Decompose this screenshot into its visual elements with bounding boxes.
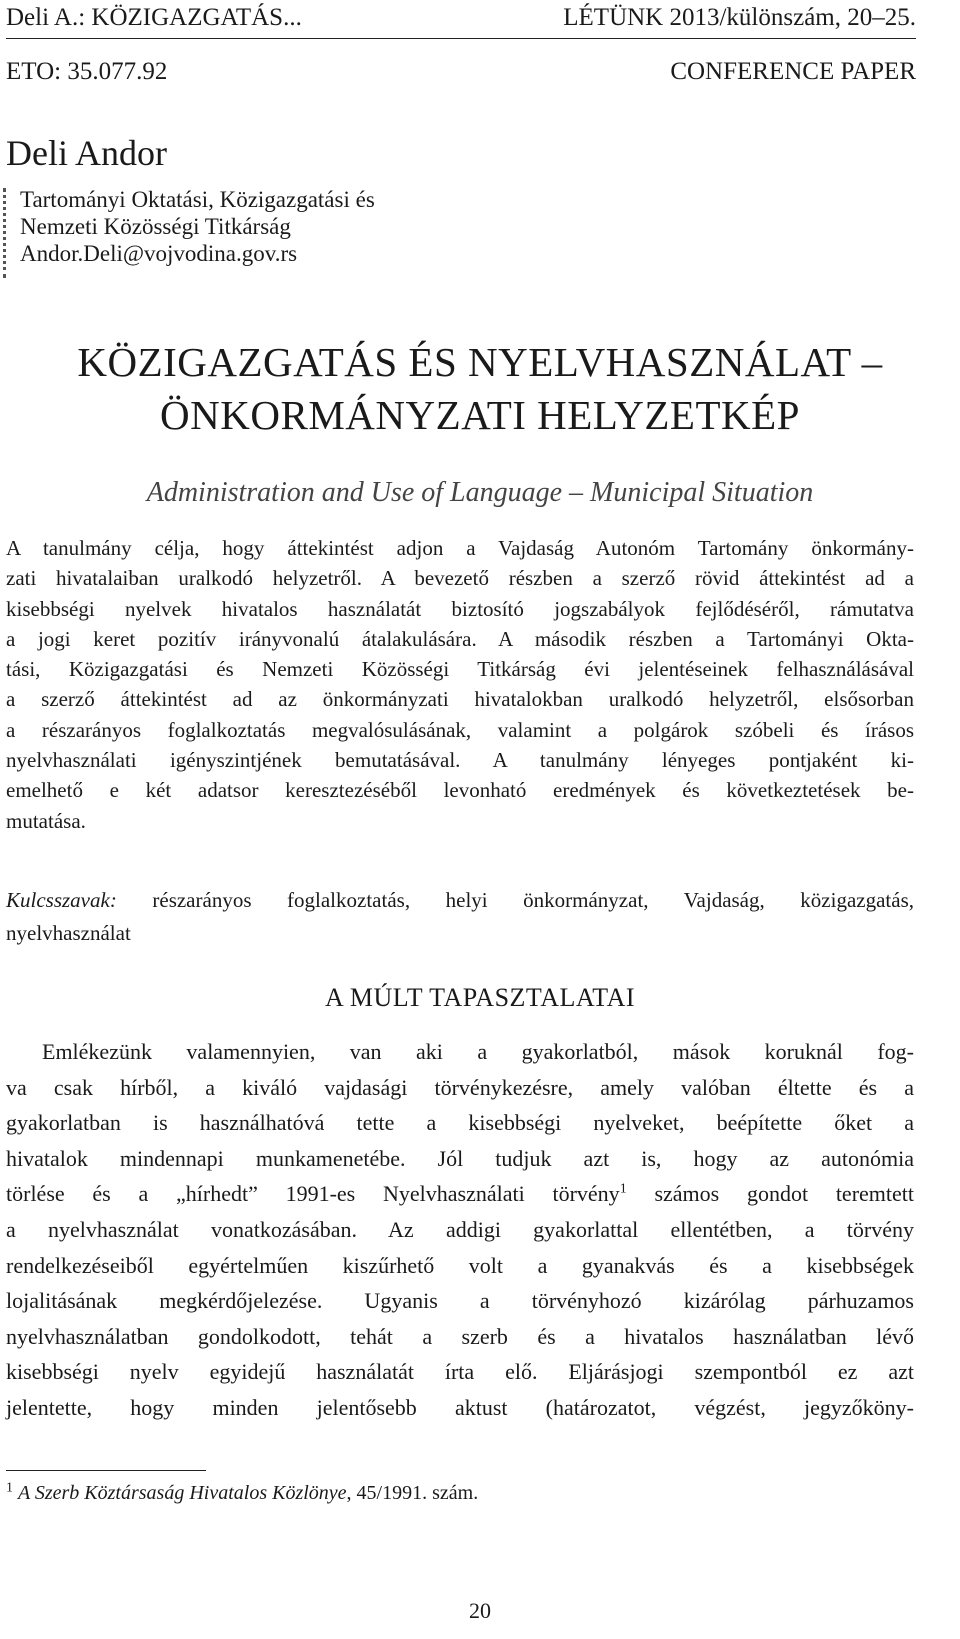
paper-subtitle: Administration and Use of Language – Municipal Situation xyxy=(146,477,814,508)
footnote-ref[interactable]: 1 xyxy=(619,1182,627,1198)
body-line: va csak hírből, a kiváló vajdasági törvénykezésre, amely valóban éltette és a xyxy=(6,1074,914,1100)
body-line: nyelvhasználatban gondolkodott, tehát a szerb és a hivatalos használatban lévő xyxy=(6,1323,914,1349)
affiliation-divider xyxy=(3,188,6,278)
running-header-right: LÉTÜNK 2013/különszám, 20–25. xyxy=(563,4,916,31)
page-number: 20 xyxy=(469,1598,491,1623)
footnote-source-title: A Szerb Köztársaság Hivatalos Közlönye xyxy=(18,1482,347,1504)
keywords-text: részarányos foglalkoztatás, helyi önkormányzat, Vajdaság, közigazgatás, xyxy=(116,888,914,912)
keywords-line xyxy=(6,884,914,917)
body-line: kisebbségi nyelv egyidejű használatát írta elő. Eljárásjogi szempontból ez azt xyxy=(6,1359,914,1385)
abstract-line: nyelvhasználati igényszintjének bemutatásával. A tanulmány lényeges pontjaként ki- xyxy=(6,748,914,773)
running-header-left: Deli A.: KÖZIGAZGATÁS... xyxy=(6,4,302,31)
keywords xyxy=(6,884,914,950)
author-name: Deli Andor xyxy=(6,133,167,173)
body-line: jelentette, hogy minden jelentősebb aktust (határozatot, végzést, jegyzőköny- xyxy=(6,1394,914,1420)
affiliation-line: Nemzeti Közösségi Titkárság xyxy=(20,214,291,239)
eto-code: ETO: 35.077.92 xyxy=(6,58,168,85)
abstract-line: mutatása. xyxy=(6,808,86,833)
body-line: hivatalok mindennapi munkamenetébe. Jól tudjuk azt is, hogy az autonómia xyxy=(6,1145,914,1171)
abstract-line: a részarányos foglalkoztatás megvalósulásának, valamint a polgárok szóbeli és írásos xyxy=(6,717,914,742)
keywords-line: nyelvhasználat xyxy=(6,921,131,945)
body-line: lojalitásának megkérdőjelezése. Ugyanis a törvényhozó kizárólag párhuzamos xyxy=(6,1288,914,1314)
author-email: Andor.Deli@vojvodina.gov.rs xyxy=(20,241,298,266)
section-heading: A MÚLT TAPASZTALATAI xyxy=(324,983,636,1012)
abstract xyxy=(6,533,914,836)
body-line xyxy=(6,1176,914,1212)
body-line: Emlékezünk valamennyien, van aki a gyakorlatból, mások koruknál fog- xyxy=(42,1039,914,1064)
header-rule xyxy=(6,38,916,39)
title-line: ÖNKORMÁNYZATI HELYZETKÉP xyxy=(160,392,800,438)
paper-title xyxy=(0,336,960,442)
body-line-text: törlése és a „hírhedt” 1991-es Nyelvhasználati törvény xyxy=(6,1181,620,1207)
title-line: KÖZIGAZGATÁS ÉS NYELVHASZNÁLAT – xyxy=(77,339,883,385)
footnote-source-detail: , 45/1991. szám. xyxy=(346,1482,479,1504)
body-paragraph xyxy=(6,1034,914,1426)
abstract-line: tási, Közigazgatási és Nemzeti Közösségi Titkárság évi jelentéseinek felhasználásával xyxy=(6,657,914,682)
footnote-number: 1 xyxy=(6,1480,13,1496)
abstract-line: emelhető e két adatsor keresztezéséből levonható eredmények és következtetések be- xyxy=(6,778,914,803)
affiliation-line: Tartományi Oktatási, Közigazgatási és xyxy=(20,187,375,212)
abstract-line: kisebbségi nyelvek hivatalos használatát biztosító jogszabályok fejlődéséről, rámutatva xyxy=(6,596,914,621)
keywords-label: Kulcsszavak: xyxy=(6,888,117,912)
footnote-rule xyxy=(6,1470,206,1471)
body-line: rendelkezéseiből egyértelműen kiszűrhető volt a gyanakvás és a kisebbségek xyxy=(6,1252,914,1278)
body-line: a nyelvhasználat vonatkozásában. Az addigi gyakorlattal ellentétben, a törvény xyxy=(6,1216,914,1242)
author-affiliation xyxy=(20,186,375,267)
footnote xyxy=(6,1482,478,1505)
abstract-line: a szerző áttekintést ad az önkormányzati hivatalokban uralkodó helyzetről, elsősorban xyxy=(6,687,914,712)
abstract-line: A tanulmány célja, hogy áttekintést adjon a Vajdaság Autonóm Tartomány önkormány- xyxy=(6,536,914,560)
paper-type: CONFERENCE PAPER xyxy=(670,58,916,85)
abstract-line: a jogi keret pozitív irányvonalú átalakulására. A második részben a Tartományi Okta- xyxy=(6,626,914,651)
body-line-text: számos gondot teremtett xyxy=(626,1181,915,1207)
abstract-line: zati hivatalaiban uralkodó helyzetről. A bevezető részben a szerző rövid áttekintést ad a xyxy=(6,566,914,591)
body-line: gyakorlatban is használhatóvá tette a kisebbségi nyelveket, beépítette őket a xyxy=(6,1110,914,1136)
